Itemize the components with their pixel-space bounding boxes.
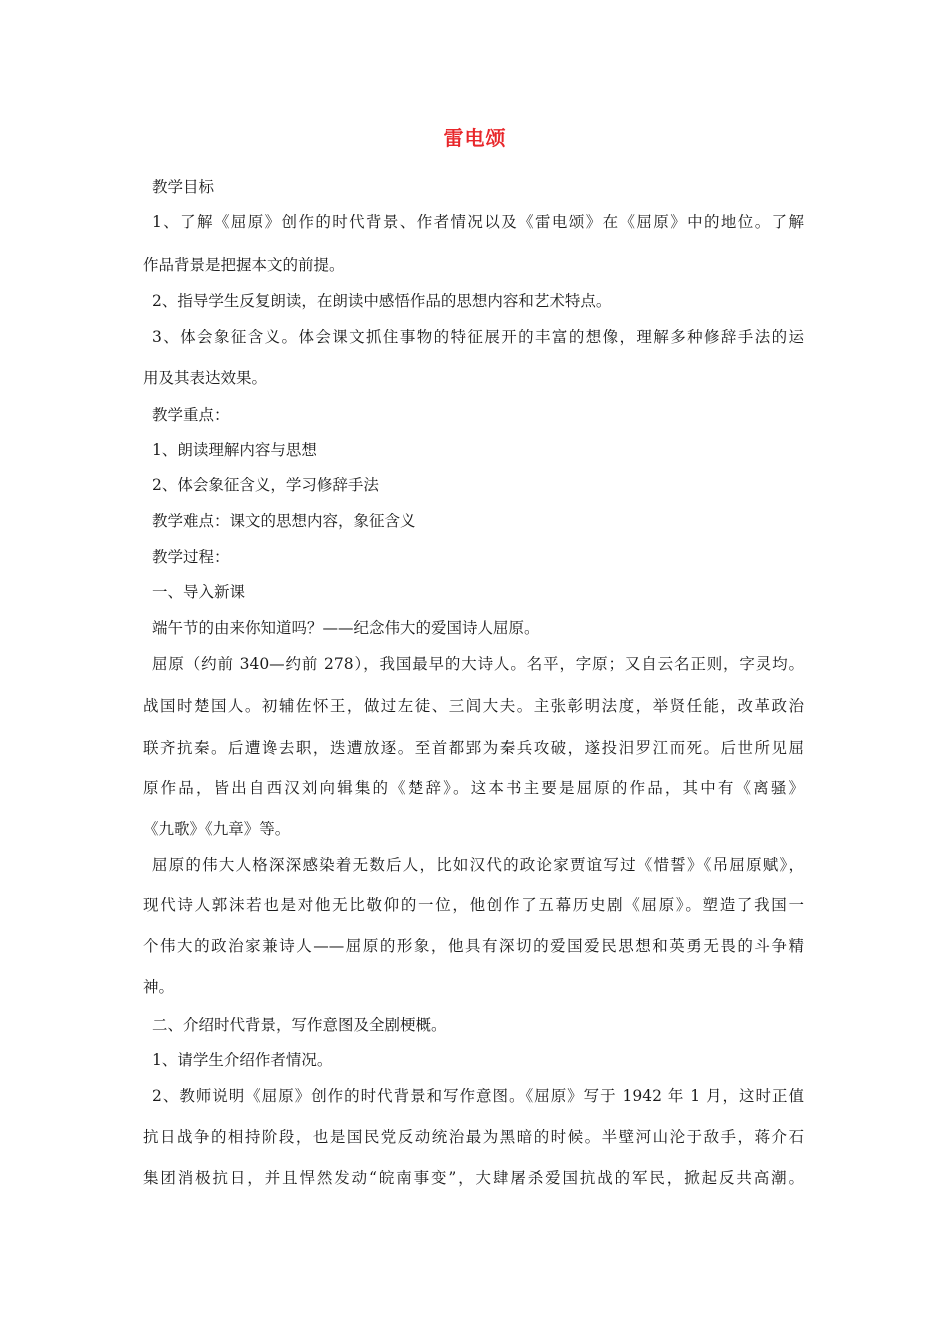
text-line: 屈原（约前 340—约前 278），我国最早的大诗人。名平，字原；又自云名正则，字灵均。 — [152, 655, 804, 673]
text-line: 3、体会象征含义。体会课文抓住事物的特征展开的丰富的想像，理解多种修辞手法的运 — [152, 328, 804, 346]
document-title: 雷电颂 — [443, 126, 507, 150]
text-line: 用及其表达效果。 — [143, 369, 268, 387]
text-line: 1、请学生介绍作者情况。 — [152, 1051, 333, 1069]
text-line: 个伟大的政治家兼诗人——屈原的形象，他具有深切的爱国爱民思想和英勇无畏的斗争精 — [143, 937, 804, 955]
text-line: 1、了解《屈原》创作的时代背景、作者情况以及《雷电颂》在《屈原》中的地位。了解 — [152, 213, 804, 231]
text-line: 神。 — [143, 978, 175, 996]
text-line: 2、指导学生反复朗读，在朗读中感悟作品的思想内容和艺术特点。 — [152, 292, 612, 310]
text-line: 教学重点： — [152, 406, 230, 424]
text-line: 屈原的伟大人格深深感染着无数后人，比如汉代的政论家贾谊写过《惜誓》《吊屈原赋》， — [152, 856, 804, 874]
text-line: 2、体会象征含义，学习修辞手法 — [152, 476, 379, 494]
text-line: 1、朗读理解内容与思想 — [152, 441, 317, 459]
text-line: 教学目标 — [152, 178, 215, 196]
text-line: 一、导入新课 — [152, 583, 246, 601]
text-line: 战国时楚国人。初辅佐怀王，做过左徒、三闾大夫。主张彰明法度，举贤任能，改革政治 — [143, 697, 804, 715]
text-line: 二、介绍时代背景，写作意图及全剧梗概。 — [152, 1016, 447, 1034]
text-line: 作品背景是把握本文的前提。 — [143, 256, 345, 274]
text-line: 端午节的由来你知道吗？——纪念伟大的爱国诗人屈原。 — [152, 619, 540, 637]
text-line: 联齐抗秦。后遭谗去职，迭遭放逐。至首都郢为秦兵攻破，遂投汨罗江而死。后世所见屈 — [143, 739, 804, 757]
text-line: 原作品，皆出自西汉刘向辑集的《楚辞》。这本书主要是屈原的作品，其中有《离骚》 — [143, 779, 804, 797]
text-line: 2、教师说明《屈原》创作的时代背景和写作意图。《屈原》写于 1942 年 1 月，这时正值 — [152, 1087, 804, 1105]
text-line: 教学过程： — [152, 548, 230, 566]
text-line: 《九歌》《九章》等。 — [143, 820, 291, 838]
text-line: 教学难点：课文的思想内容，象征含义 — [152, 512, 416, 530]
text-line: 集团消极抗日，并且悍然发动“皖南事变”，大肆屠杀爱国抗战的军民，掀起反共高潮。 — [143, 1169, 804, 1187]
text-line: 现代诗人郭沫若也是对他无比敬仰的一位，他创作了五幕历史剧《屈原》。塑造了我国一 — [143, 896, 804, 914]
text-line: 抗日战争的相持阶段，也是国民党反动统治最为黑暗的时候。半壁河山沦于敌手，蒋介石 — [143, 1128, 804, 1146]
